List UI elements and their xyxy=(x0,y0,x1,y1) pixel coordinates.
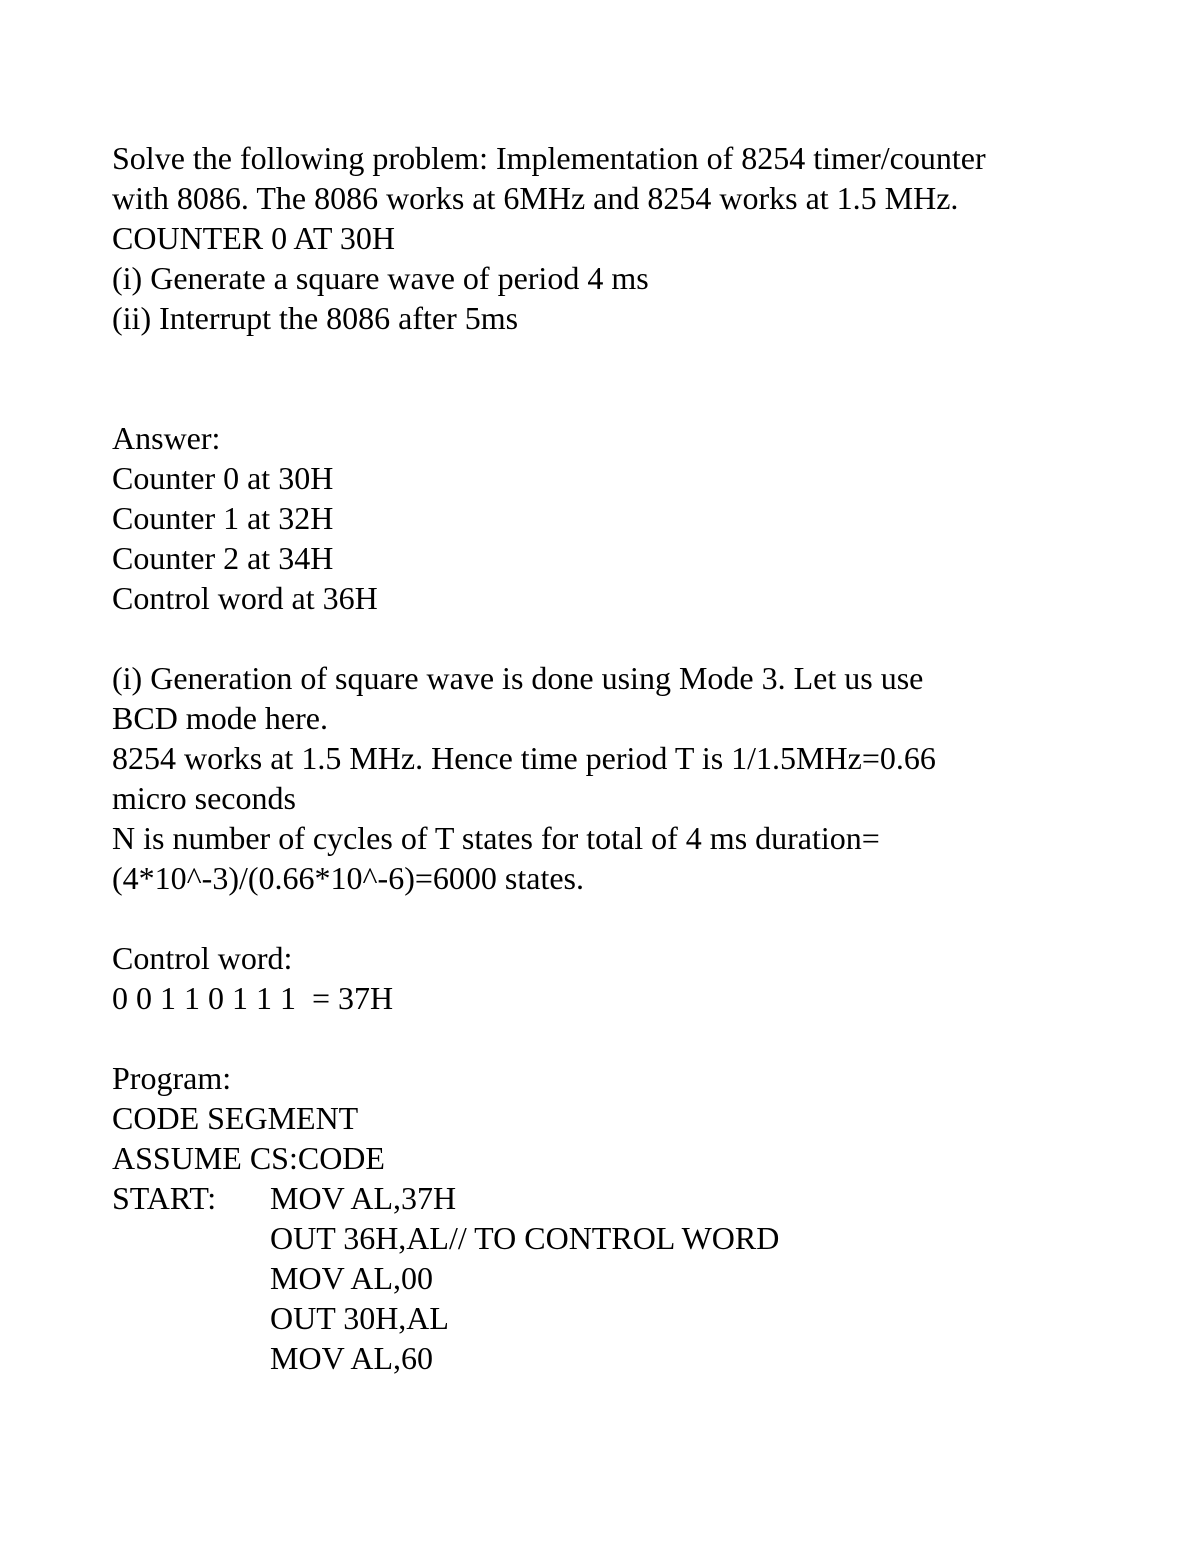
code-line xyxy=(112,1218,1112,1258)
explanation-line: (i) Generation of square wave is done using Mode 3. Let us use xyxy=(112,660,924,696)
square-wave-explanation xyxy=(112,658,1112,898)
code-instruction: MOV AL,60 xyxy=(270,1340,433,1376)
answer-line: Control word at 36H xyxy=(112,580,378,616)
problem-line: COUNTER 0 AT 30H xyxy=(112,220,395,256)
program-section xyxy=(112,1058,1112,1378)
code-instruction: OUT 30H,AL xyxy=(270,1300,449,1336)
code-line xyxy=(112,1178,1112,1218)
code-instruction: CODE SEGMENT xyxy=(112,1100,359,1136)
code-line xyxy=(112,1258,1112,1298)
problem-statement xyxy=(112,138,1112,338)
code-label: START: xyxy=(112,1180,217,1216)
control-word-value: 0 0 1 1 0 1 1 1 = 37H xyxy=(112,980,394,1016)
explanation-line: micro seconds xyxy=(112,780,296,816)
problem-line: (ii) Interrupt the 8086 after 5ms xyxy=(112,300,519,336)
problem-line: (i) Generate a square wave of period 4 ms xyxy=(112,260,649,296)
code-line xyxy=(112,1098,1112,1138)
answer-line: Counter 0 at 30H xyxy=(112,460,334,496)
explanation-line: N is number of cycles of T states for total of 4 ms duration= xyxy=(112,820,880,856)
control-word-heading: Control word: xyxy=(112,940,293,976)
code-line xyxy=(112,1138,1112,1178)
code-instruction: MOV AL,37H xyxy=(270,1180,457,1216)
answer-heading: Answer: xyxy=(112,420,221,456)
explanation-line: BCD mode here. xyxy=(112,700,328,736)
control-word-section xyxy=(112,938,1112,1018)
answer-line: Counter 1 at 32H xyxy=(112,500,334,536)
code-instruction: OUT 36H,AL// TO CONTROL WORD xyxy=(270,1220,780,1256)
problem-line: Solve the following problem: Implementation of 8254 timer/counter xyxy=(112,140,986,176)
code-line xyxy=(112,1338,1112,1378)
answer-section xyxy=(112,418,1112,618)
answer-line: Counter 2 at 34H xyxy=(112,540,334,576)
code-line xyxy=(112,1298,1112,1338)
code-instruction: ASSUME CS:CODE xyxy=(112,1140,385,1176)
problem-line: with 8086. The 8086 works at 6MHz and 8254 works at 1.5 MHz. xyxy=(112,180,959,216)
code-instruction: MOV AL,00 xyxy=(270,1260,433,1296)
program-heading: Program: xyxy=(112,1060,232,1096)
explanation-line: (4*10^-3)/(0.66*10^-6)=6000 states. xyxy=(112,860,584,896)
explanation-line: 8254 works at 1.5 MHz. Hence time period T is 1/1.5MHz=0.66 xyxy=(112,740,936,776)
